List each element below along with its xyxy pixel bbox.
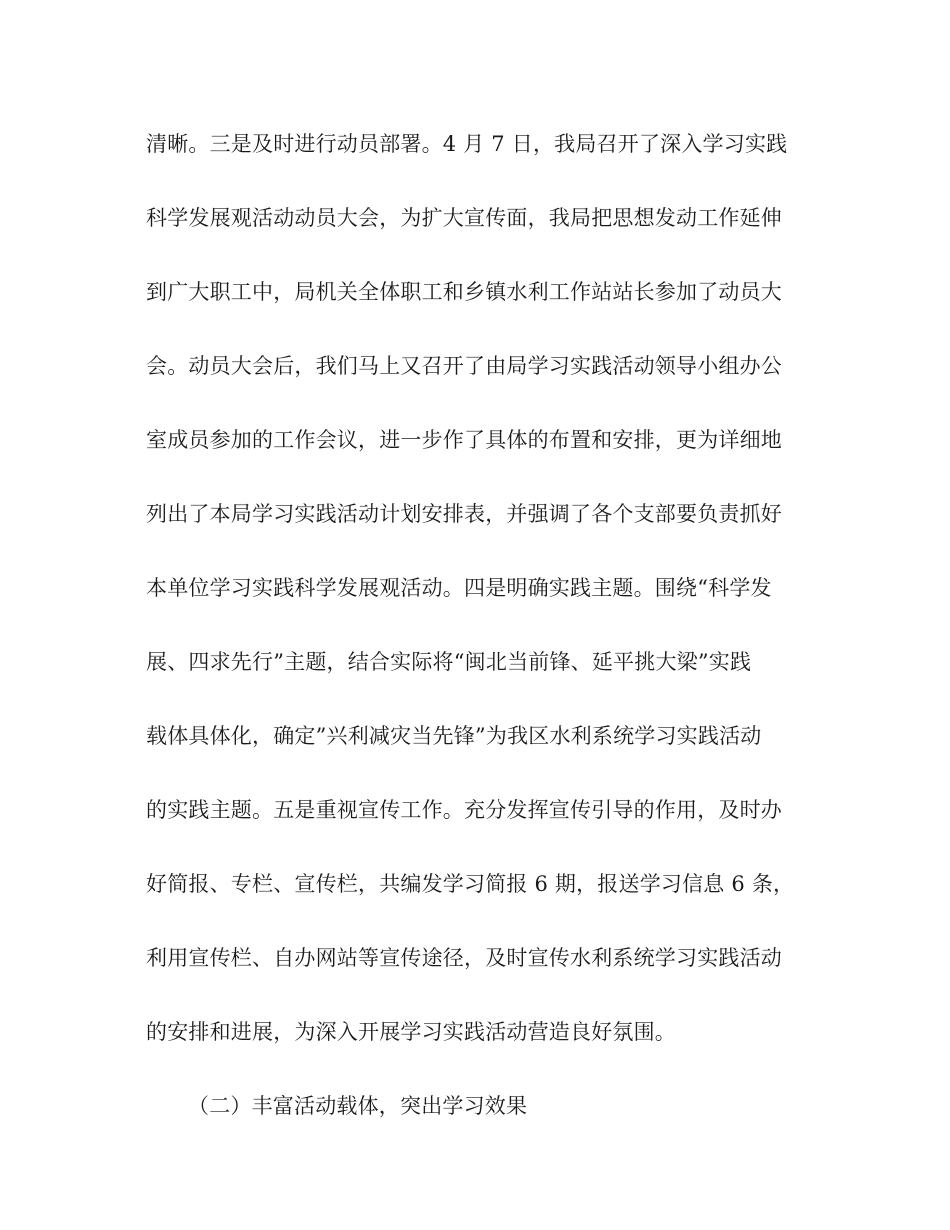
- paragraph-line: 好简报、专栏、宣传栏，共编发学习简报 6 期，报送学习信息 6 条，: [146, 872, 795, 896]
- paragraph-line: 的安排和进展，为深入开展学习实践活动营造良好氛围。: [146, 1020, 676, 1044]
- paragraph-line: 科学发展观活动动员大会，为扩大宣传面，我局把思想发动工作延伸: [146, 206, 782, 230]
- paragraph-line: 展、四求先行”主题，结合实际将“闽北当前锋、延平挑大梁”实践: [146, 650, 752, 674]
- paragraph-line: 利用宣传栏、自办网站等宣传途径，及时宣传水利系统学习实践活动: [146, 946, 782, 970]
- paragraph-line: 列出了本局学习实践活动计划安排表，并强调了各个支部要负责抓好: [146, 502, 782, 526]
- paragraph-line: 清晰。三是及时进行动员部署。4 月 7 日，我局召开了深入学习实践: [146, 132, 788, 156]
- paragraph-line: 本单位学习实践科学发展观活动。四是明确实践主题。围绕“科学发: [146, 576, 772, 600]
- paragraph-line: 到广大职工中，局机关全体职工和乡镇水利工作站站长参加了动员大: [146, 280, 782, 304]
- paragraph-line: 室成员参加的工作会议，进一步作了具体的布置和安排，更为详细地: [146, 428, 782, 452]
- paragraph-line: 的实践主题。五是重视宣传工作。充分发挥宣传引导的作用，及时办: [146, 798, 782, 822]
- section-heading: （二）丰富活动载体，突出学习效果: [188, 1094, 528, 1118]
- paragraph-line: 载体具体化，确定”兴利减灾当先锋”为我区水利系统学习实践活动: [146, 724, 762, 748]
- paragraph-line: 会。动员大会后，我们马上又召开了由局学习实践活动领导小组办公: [146, 354, 782, 378]
